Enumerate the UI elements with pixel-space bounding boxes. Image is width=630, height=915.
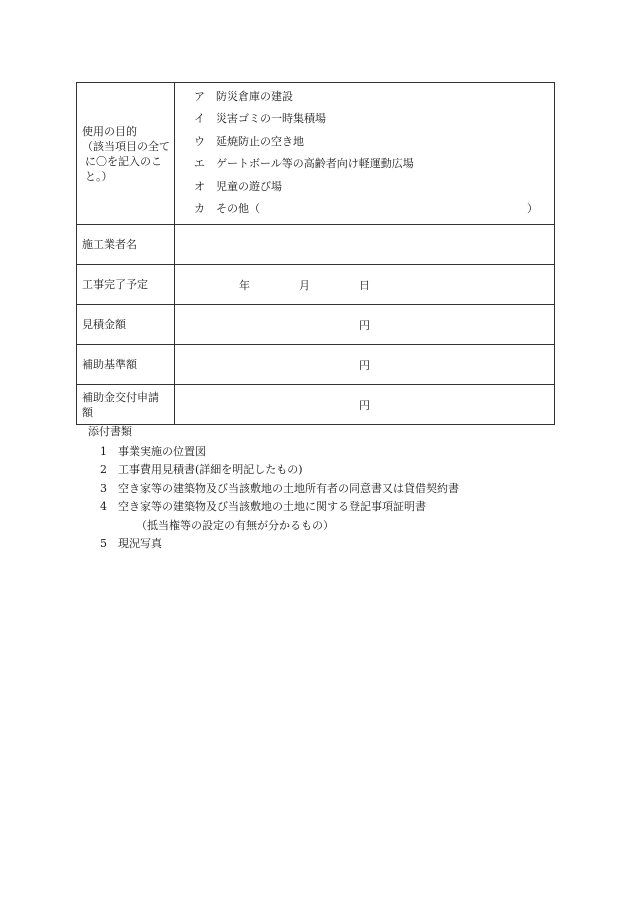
option-letter: オ [194, 179, 205, 193]
yen-unit: 円 [359, 318, 370, 332]
attachment-text: 空き家等の建築物及び当該敷地の土地に関する登記事項証明書 [118, 500, 426, 514]
attachments-title: 添付書類 [88, 425, 132, 438]
attachment-number: 3 [100, 481, 107, 495]
purpose-option-other[interactable] [194, 198, 554, 220]
option-text: 児童の遊び場 [216, 179, 282, 193]
yen-unit: 円 [359, 398, 370, 412]
purpose-label-line: （該当項目の全て [82, 139, 170, 153]
purpose-row [77, 83, 555, 225]
attachment-item [100, 498, 459, 516]
purpose-label-line: に〇を記入のこ [85, 154, 162, 168]
option-text: その他（ [216, 201, 260, 215]
estimate-row [77, 305, 555, 345]
attachment-item [100, 535, 459, 553]
contractor-row [77, 225, 555, 265]
option-text: 防災倉庫の建設 [216, 90, 293, 103]
attachment-number: 2 [100, 463, 107, 477]
purpose-option[interactable] [194, 108, 554, 130]
day-label: 日 [359, 278, 370, 292]
application-label [77, 385, 175, 425]
completion-field[interactable] [175, 265, 555, 305]
standard-label: 補助基準額 [77, 345, 175, 385]
purpose-label [77, 83, 175, 225]
attachments-list [100, 443, 459, 553]
purpose-options-cell[interactable] [175, 83, 555, 225]
attachment-text: 空き家等の建築物及び当該敷地の土地所有者の同意書又は貸借契約書 [118, 481, 459, 495]
application-label-line: 補助金交付申請 [82, 390, 159, 404]
option-letter: イ [194, 112, 205, 126]
purpose-option[interactable] [194, 176, 554, 198]
completion-label: 工事完了予定 [77, 265, 175, 305]
attachment-number: 5 [100, 536, 107, 550]
attachment-text: （抵当権等の設定の有無が分かるもの） [136, 518, 334, 532]
purpose-label-line: と。） [85, 169, 113, 183]
attachment-item [100, 443, 459, 461]
purpose-label-line: 使用の目的 [82, 124, 137, 138]
attachment-number: 1 [100, 445, 107, 458]
contractor-label: 施工業者名 [77, 225, 175, 265]
option-letter: ウ [194, 134, 205, 148]
option-letter: ア [194, 90, 205, 103]
purpose-options-list [175, 83, 554, 224]
attachment-number [100, 517, 118, 535]
option-text: ゲートボール等の高齢者向け軽運動広場 [216, 157, 414, 171]
application-field[interactable] [175, 385, 555, 425]
attachment-number: 4 [100, 500, 107, 514]
month-label: 月 [299, 278, 310, 292]
option-text: 延焼防止の空き地 [216, 134, 304, 148]
estimate-label: 見積金額 [77, 305, 175, 345]
purpose-option[interactable] [194, 153, 554, 175]
completion-date [175, 277, 554, 293]
standard-field[interactable] [175, 345, 555, 385]
standard-row [77, 345, 555, 385]
option-text: 災害ゴミの一時集積場 [216, 112, 326, 126]
attachment-text: 工事費用見積書(詳細を明記したもの) [118, 463, 303, 477]
attachment-item-continuation [100, 517, 459, 535]
attachment-text: 現況写真 [118, 536, 162, 550]
completion-row [77, 265, 555, 305]
contractor-field[interactable] [175, 225, 555, 265]
yen-unit: 円 [359, 358, 370, 372]
option-letter: エ [194, 157, 205, 171]
purpose-option[interactable] [194, 131, 554, 153]
application-label-line: 額 [82, 405, 93, 419]
attachment-text: 事業実施の位置図 [118, 445, 206, 458]
estimate-field[interactable] [175, 305, 555, 345]
application-row [77, 385, 555, 425]
option-letter: カ [194, 201, 205, 215]
purpose-option[interactable] [194, 86, 554, 108]
subsidy-application-table [76, 82, 555, 425]
attachment-item [100, 480, 459, 498]
year-label: 年 [239, 278, 250, 292]
other-close-paren: ） [527, 201, 538, 215]
attachment-item [100, 461, 459, 479]
